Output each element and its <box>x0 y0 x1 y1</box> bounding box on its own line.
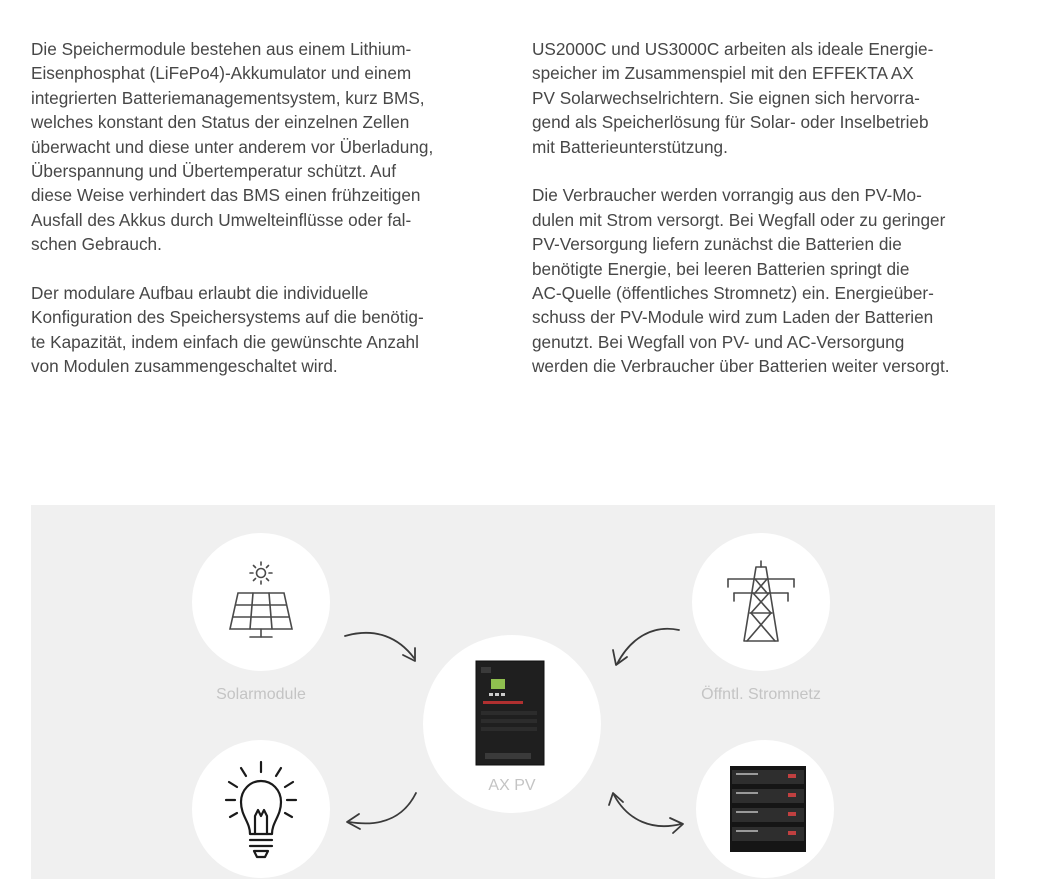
text-line: mit Batterieunterstützung. <box>532 136 728 157</box>
consumer-circle <box>192 740 330 878</box>
arrow-inverter-battery <box>614 795 681 826</box>
text-line: PV-Versorgung liefern zunächst die Batterien die <box>532 234 902 255</box>
solar-circle <box>192 533 330 671</box>
light-bulb-icon <box>192 740 330 878</box>
right-paragraph-2 <box>532 183 1002 378</box>
grid-label: Öffntl. Stromnetz <box>701 686 821 703</box>
right-text-column <box>532 37 1002 403</box>
text-line: dulen mit Strom versorgt. Bei Wegfall oder zu geringer <box>532 209 946 230</box>
text-line: gend als Speicherlösung für Solar- oder Inselbetrieb <box>532 112 929 133</box>
energy-flow-diagram <box>31 505 995 879</box>
left-paragraph-1 <box>31 37 501 257</box>
text-line: PV Solarwechselrichtern. Sie eignen sich hervorra- <box>532 87 920 108</box>
text-line: schen Gebrauch. <box>31 234 162 255</box>
text-line: werden die Verbraucher über Batterien weiter versorgt. <box>532 356 950 377</box>
text-line: schuss der PV-Module wird zum Laden der Batterien <box>532 307 934 328</box>
text-line: integrierten Batteriemanagementsystem, kurz BMS, <box>31 87 425 108</box>
text-line: speicher im Zusammenspiel mit den EFFEKTA AX <box>532 63 914 84</box>
grid-circle <box>692 533 830 671</box>
text-line: genutzt. Bei Wegfall von PV- und AC-Versorgung <box>532 331 905 352</box>
arrow-grid-to-inverter <box>617 629 679 664</box>
left-paragraph-2 <box>31 281 501 379</box>
battery-circle <box>696 740 834 878</box>
text-line: Der modulare Aufbau erlaubt die individuelle <box>31 283 369 304</box>
text-line: benötigte Energie, bei leeren Batterien springt die <box>532 258 910 279</box>
inverter-label: AX PV <box>488 777 536 794</box>
text-line: Konfiguration des Speichersystems auf die benötig- <box>31 307 424 328</box>
text-line: von Modulen zusammengeschaltet wird. <box>31 356 338 377</box>
right-paragraph-1 <box>532 37 1002 159</box>
text-line: überwacht und diese unter anderem vor Überladung, <box>31 136 434 157</box>
text-line: US2000C und US3000C arbeiten als ideale Energie- <box>532 39 934 59</box>
text-line: AC-Quelle (öffentliches Stromnetz) ein. Energieüber- <box>532 283 934 304</box>
power-pylon-icon <box>692 533 830 671</box>
text-line: diese Weise verhindert das BMS einen frühzeitigen <box>31 185 421 206</box>
solar-panel-icon <box>192 533 330 671</box>
arrow-solar-to-inverter <box>345 633 414 658</box>
text-line: Eisenphosphat (LiFePo4)-Akkumulator und einem <box>31 63 412 84</box>
text-line: te Kapazität, indem einfach die gewünschte Anzahl <box>31 331 419 352</box>
text-line: Die Speichermodule bestehen aus einem Lithium- <box>31 39 412 59</box>
text-line: Die Verbraucher werden vorrangig aus den PV-Mo- <box>532 185 922 206</box>
arrow-inverter-to-consumer <box>349 793 416 823</box>
text-line: welches konstant den Status der einzelnen Zellen <box>31 112 410 133</box>
solar-label: Solarmodule <box>216 686 306 703</box>
left-text-column <box>31 37 501 403</box>
text-line: Überspannung und Übertemperatur schützt. Auf <box>31 161 396 182</box>
battery-stack-icon <box>696 740 834 878</box>
text-line: Ausfall des Akkus durch Umwelteinflüsse oder fal- <box>31 209 412 230</box>
